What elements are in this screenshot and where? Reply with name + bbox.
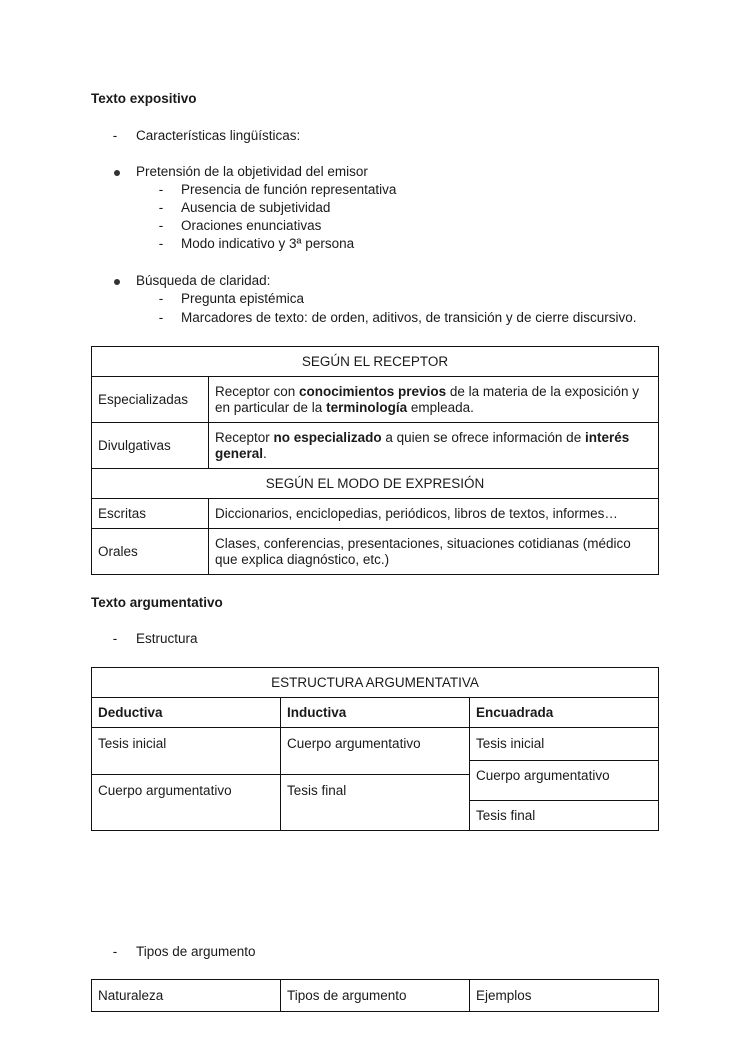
table-cell: Tesis final — [281, 775, 470, 831]
bullet-marker — [114, 170, 120, 176]
list-item: Ausencia de subjetividad — [181, 200, 331, 215]
tipos-argumento-table — [91, 979, 659, 1012]
dash-marker: - — [158, 236, 164, 251]
section-title-argumentativo: Texto argumentativo — [91, 595, 223, 610]
list-item: Modo indicativo y 3ª persona — [181, 236, 355, 251]
list-item: Oraciones enunciativas — [181, 218, 322, 233]
table-cell-label: Especializadas — [92, 377, 209, 423]
table-cell-label: Orales — [92, 529, 209, 575]
table-cell: Tesis inicial — [470, 728, 659, 761]
dash-marker: - — [112, 944, 118, 959]
table-cell-text: Receptor no especializado a quien se ofrece información de interés general. — [209, 423, 659, 469]
table-cell-text: Diccionarios, enciclopedias, periódicos, libros de textos, informes… — [209, 499, 659, 529]
column-header-encuadrada: Encuadrada — [470, 698, 659, 728]
table-cell-label: Escritas — [92, 499, 209, 529]
dash-marker: - — [158, 291, 164, 306]
list-item: Características lingüísticas: — [136, 128, 301, 143]
list-item: Búsqueda de claridad: — [136, 273, 271, 288]
list-item: Estructura — [136, 631, 198, 646]
table-header-modo: SEGÚN EL MODO DE EXPRESIÓN — [92, 469, 659, 499]
table-cell: Tesis final — [470, 801, 659, 831]
column-header-naturaleza: Naturaleza — [92, 980, 281, 1012]
estructura-table — [91, 667, 659, 831]
section-title-expositivo: Texto expositivo — [91, 91, 197, 106]
dash-marker: - — [158, 182, 164, 197]
dash-marker: - — [158, 200, 164, 215]
column-header-deductiva: Deductiva — [92, 698, 281, 728]
table-cell-text: Receptor con conocimientos previos de la materia de la exposición y en particular de la terminología empleada. — [209, 377, 659, 423]
table-cell: Cuerpo argumentativo — [92, 775, 281, 831]
list-item: Pretensión de la objetividad del emisor — [136, 164, 368, 179]
list-item: Tipos de argumento — [136, 944, 256, 959]
table-cell-text: Clases, conferencias, presentaciones, situaciones cotidianas (médico que explica diagnóstico, etc.) — [209, 529, 659, 575]
column-header-tipos: Tipos de argumento — [281, 980, 470, 1012]
table-cell-label: Divulgativas — [92, 423, 209, 469]
table-cell: Cuerpo argumentativo — [470, 761, 659, 801]
list-item: Presencia de función representativa — [181, 182, 397, 197]
table-header-receptor: SEGÚN EL RECEPTOR — [92, 347, 659, 377]
table-header-estructura: ESTRUCTURA ARGUMENTATIVA — [92, 668, 659, 698]
table-cell: Tesis inicial — [92, 728, 281, 775]
dash-marker: - — [112, 631, 118, 646]
dash-marker: - — [158, 218, 164, 233]
column-header-ejemplos: Ejemplos — [470, 980, 659, 1012]
bullet-marker — [114, 279, 120, 285]
column-header-inductiva: Inductiva — [281, 698, 470, 728]
list-item: Pregunta epistémica — [181, 291, 305, 306]
tipos-table — [91, 346, 659, 575]
dash-marker: - — [112, 128, 118, 143]
table-cell: Cuerpo argumentativo — [281, 728, 470, 775]
list-item: Marcadores de texto: de orden, aditivos, de transición y de cierre discursivo. — [181, 310, 637, 325]
dash-marker: - — [158, 310, 164, 325]
